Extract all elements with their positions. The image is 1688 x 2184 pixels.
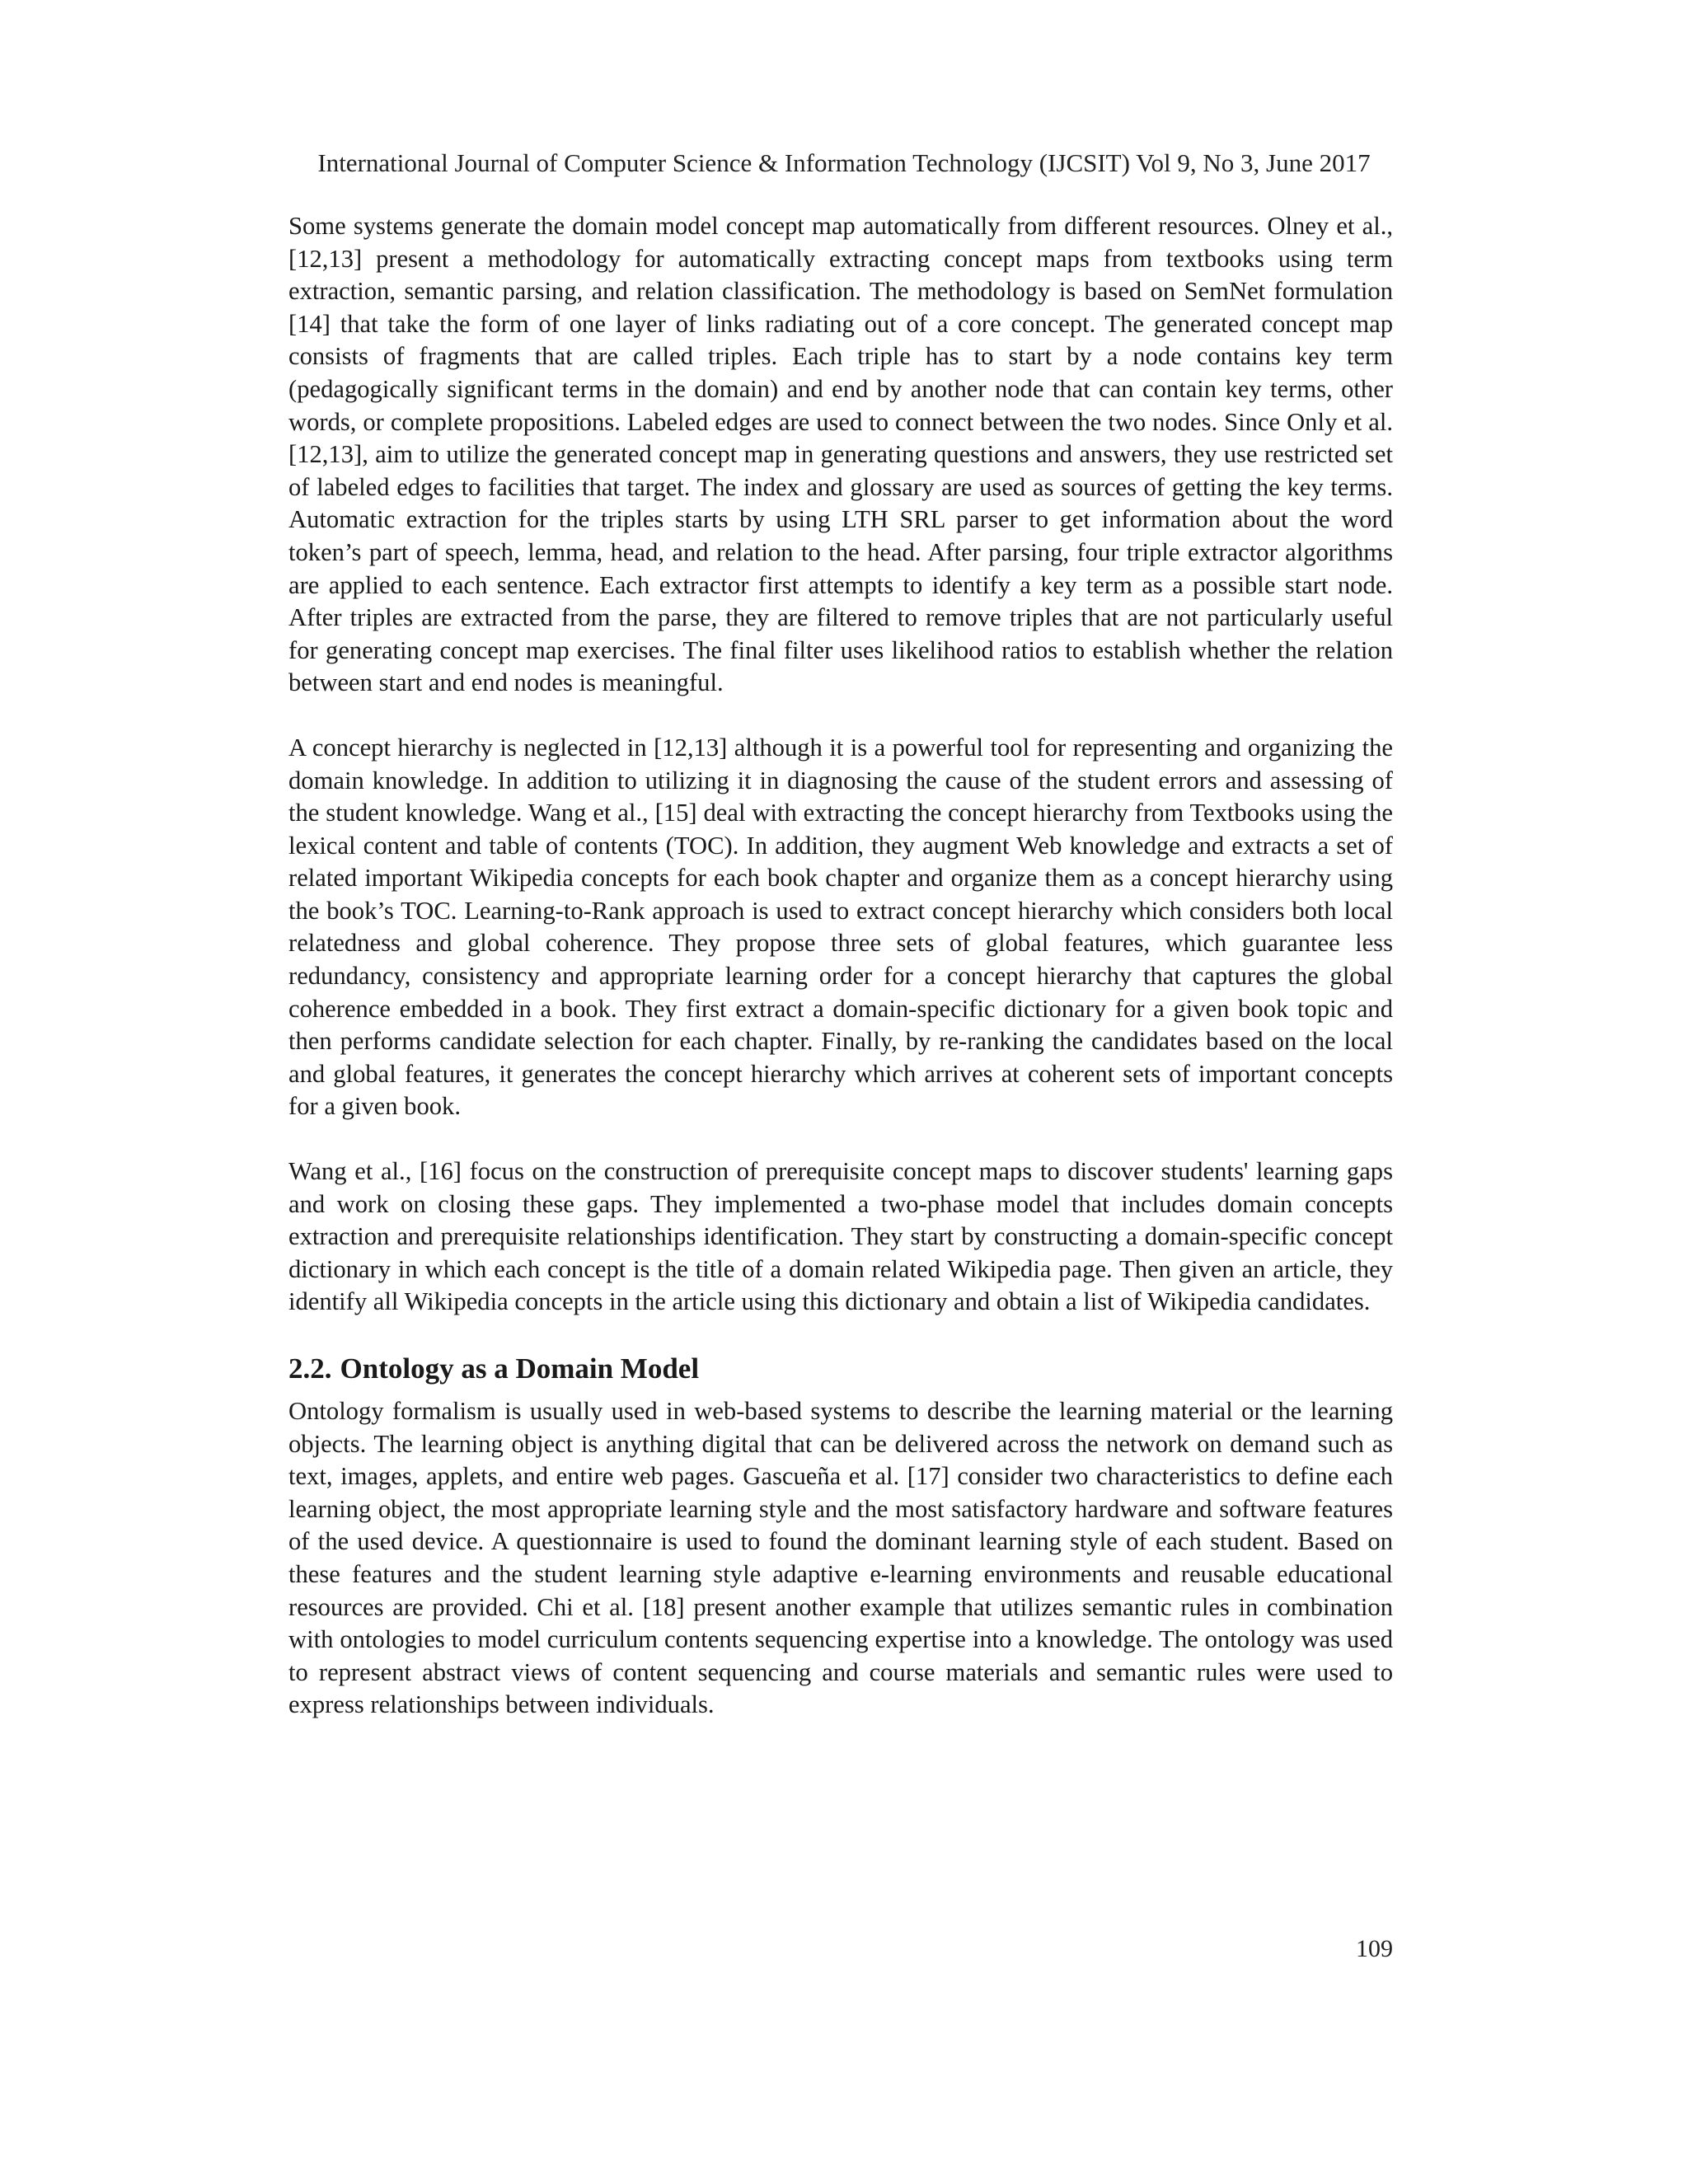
section-heading: [288, 1351, 1393, 1387]
section-title: Ontology as a Domain Model: [340, 1352, 700, 1385]
running-header: International Journal of Computer Science & Information Technology (IJCSIT) Vol 9, No 3, June 2017: [317, 148, 1371, 177]
body-text: [288, 210, 1393, 1754]
section-number: 2.2.: [288, 1352, 332, 1385]
paragraph-ontology: Ontology formalism is usually used in web-based systems to describe the learning material or the learning objects. The learning object is anything digital that can be delivered across the network on demand such as text, images, applets, and entire web pages. Gascueña et al. [17] consider two characteristics to define each learning object, the most appropriate learning style and the most satisfactory hardware and software features of the used device. A questionnaire is used to found the dominant learning style of each student. Based on these features and the student learning style adaptive e-learning environments and reusable educational resources are provided. Chi et al. [18] present another example that utilizes semantic rules in combination with ontologies to model curriculum contents sequencing expertise into a knowledge. The ontology was used to represent abstract views of content sequencing and course materials and semantic rules were used to express relationships between individuals.: [288, 1397, 1393, 1719]
paragraph-concept-hierarchy: A concept hierarchy is neglected in [12,13] although it is a powerful tool for representing and organizing the domain knowledge. In addition to utilizing it in diagnosing the cause of the student errors and assessing of the student knowledge. Wang et al., [15] deal with extracting the concept hierarchy from Textbooks using the lexical content and table of contents (TOC). In addition, they augment Web knowledge and extracts a set of related important Wikipedia concepts for each book chapter and organize them as a concept hierarchy using the book’s TOC. Learning-to-Rank approach is used to extract concept hierarchy which considers both local relatedness and global coherence. They propose three sets of global features, which guarantee less redundancy, consistency and appropriate learning order for a concept hierarchy that captures the global coherence embedded in a book. They first extract a domain-specific dictionary for a given book topic and then performs candidate selection for each chapter. Finally, by re-ranking the candidates based on the local and global features, it generates the concept hierarchy which arrives at coherent sets of important concepts for a given book.: [288, 733, 1393, 1121]
page-number: 109: [1356, 1935, 1393, 1962]
paragraph-prerequisite-maps: Wang et al., [16] focus on the construction of prerequisite concept maps to discover students' learning gaps and work on closing these gaps. They implemented a two-phase model that includes domain concepts extraction and prerequisite relationships identification. They start by constructing a domain-specific concept dictionary in which each concept is the title of a domain related Wikipedia page. Then given an article, they identify all Wikipedia concepts in the article using this dictionary and obtain a list of Wikipedia candidates.: [288, 1157, 1393, 1316]
paragraph-concept-map-extraction: Some systems generate the domain model concept map automatically from different resources. Olney et al., [12,13] present a methodology for automatically extracting concept maps from textbooks using term extraction, semantic parsing, and relation classification. The methodology is based on SemNet formulation [14] that take the form of one layer of links radiating out of a core concept. The generated concept map consists of fragments that are called triples. Each triple has to start by a node contains key term (pedagogically significant terms in the domain) and end by another node that can contain key terms, other words, or complete propositions. Labeled edges are used to connect between the two nodes. Since Only et al. [12,13], aim to utilize the generated concept map in generating questions and answers, they use restricted set of labeled edges to facilities that target. The index and glossary are used as sources of getting the key terms. Automatic extraction for the triples starts by using LTH SRL parser to get information about the word token’s part of speech, lemma, head, and relation to the head. After parsing, four triple extractor algorithms are applied to each sentence. Each extractor first attempts to identify a key term as a possible start node. After triples are extracted from the parse, they are filtered to remove triples that are not particularly useful for generating concept map exercises. The final filter uses likelihood ratios to establish whether the relation between start and end nodes is meaningful.: [288, 212, 1393, 697]
